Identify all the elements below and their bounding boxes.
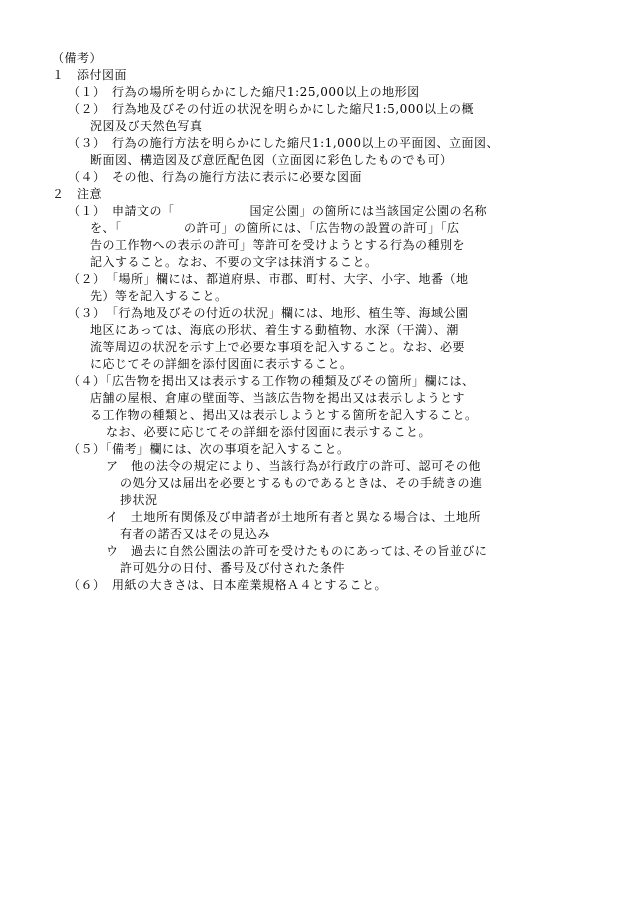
note-1-line-1: （１） 申請文の「 国定公園」の箇所には当該国定公園の名称 (68, 204, 488, 218)
section-attachments-heading: １ 添付図面 (52, 68, 128, 82)
note-1-line-3: 告の工作物への表示の許可」等許可を受けようとする行為の種別を (90, 238, 466, 252)
note-1-line-4: 記入すること。なお、不要の文字は抹消すること。 (90, 255, 378, 269)
note-5c-line-1: ウ 過去に自然公園法の許可を受けたものにあっては､その旨並びに (106, 544, 488, 558)
note-5c-line-2: 許可処分の日付、番号及び付された条件 (120, 561, 346, 575)
attachment-item-3-line-2: 断面図、構造図及び意匠配色図（立面図に彩色したものでも可） (90, 153, 453, 167)
note-5a-line-3: 捗状況 (120, 493, 158, 507)
note-6: （６） 用紙の大きさは、日本産業規格Ａ４とすること。 (68, 578, 388, 592)
note-4-line-4: なお、必要に応じてその詳細を添付図面に表示すること。 (106, 425, 432, 439)
attachment-item-3-line-1: （３） 行為の施行方法を明らかにした縮尺1:1,000以上の平面図、立面図、 (68, 136, 500, 150)
note-5-line-1: （５）「備考」欄には、次の事項を記入すること。 (68, 442, 350, 456)
note-3-line-3: 流等周辺の状況を示す上で必要な事項を記入すること。なお、必要 (90, 340, 466, 354)
note-5b-line-1: イ 土地所有関係及び申請者が土地所有者と異なる場合は、土地所 (106, 510, 482, 524)
remarks-heading: （備考） (52, 51, 103, 65)
note-3-line-4: に応じてその詳細を添付図面に表示すること。 (90, 357, 353, 371)
note-3-line-2: 地区にあっては、海底の形状、着生する動植物、水深（干満）、潮 (90, 323, 459, 337)
note-3-line-1: （３） 「行為地及びその付近の状況」欄には、地形、植生等、海域公園 (68, 306, 469, 320)
section-notes-heading: ２ 注意 (52, 187, 103, 201)
attachment-item-1: （１） 行為の場所を明らかにした縮尺1:25,000以上の地形図 (68, 85, 420, 99)
note-4-line-2: 店舗の屋根、倉庫の壁面等、当該広告物を掲出又は表示しようとす (90, 391, 466, 405)
note-5a-line-2: の処分又は届出を必要とするものであるときは、その手続きの進 (120, 476, 483, 490)
note-1-line-2: を、「 の許可」の箇所には、「広告物の設置の許可」「広 (90, 221, 460, 235)
attachment-item-2-line-2: 況図及び天然色写真 (90, 119, 203, 133)
attachment-item-2-line-1: （２） 行為地及びその付近の状況を明らかにした縮尺1:5,000以上の概 (68, 102, 475, 116)
note-5b-line-2: 有者の諾否又はその見込み (120, 527, 271, 541)
note-4-line-3: る工作物の種類と、掲出又は表示しようとする箇所を記入すること。 (90, 408, 478, 422)
note-5a-line-1: ア 他の法令の規定により、当該行為が行政庁の許可、認可その他 (106, 459, 482, 473)
note-2-line-2: 先）等を記入すること。 (90, 289, 228, 303)
note-4-line-1: （４）「広告物を掲出又は表示する工作物の種類及びその箇所」欄には、 (68, 374, 475, 388)
attachment-item-4: （４） その他、行為の施行方法に表示に必要な図面 (68, 170, 363, 184)
note-2-line-1: （２） 「場所」欄には、都道府県、市郡、町村、大字、小字、地番（地 (68, 272, 469, 286)
